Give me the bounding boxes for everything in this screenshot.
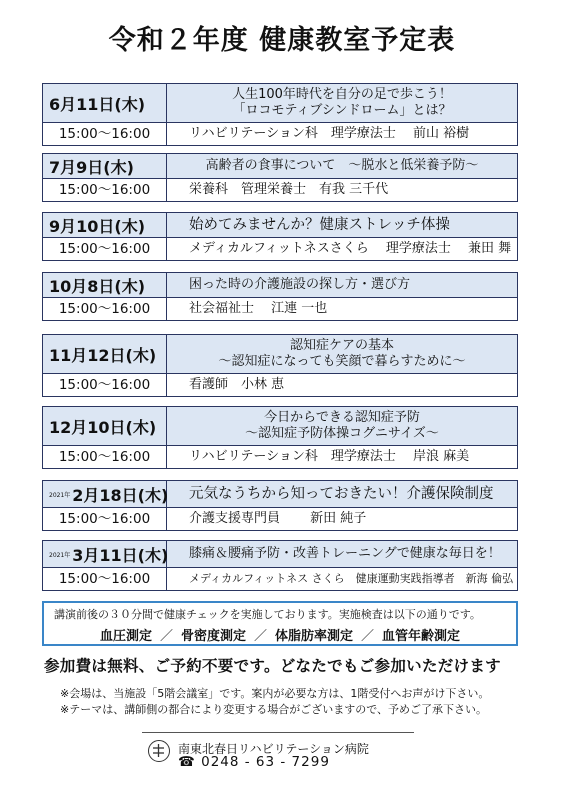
health-check-item: 骨密度測定 (180, 629, 246, 644)
session-topic (167, 335, 517, 373)
page-title: 令和２年度 健康教室予定表 (108, 25, 456, 56)
session-header-row (43, 213, 517, 238)
phone-number: ☎ 0248 - 63 - 7299 (178, 754, 330, 770)
session-speaker: 介護支援専門員 新田 純子 (189, 511, 367, 526)
venue-note: ※会場は、当施設「5階会議室」です。案内が必要な方は、1階受付へお声がけ下さい。 (60, 687, 490, 700)
session-time: 15:00～16:00 (43, 238, 167, 260)
session-topic-line: 今日からできる認知症予防 (264, 410, 420, 425)
session-card (42, 153, 518, 202)
session-header-row (43, 407, 517, 446)
hospital-logo-icon (148, 740, 170, 762)
session-topic-line: 認知症ケアの基本 (289, 338, 394, 353)
session-date (43, 335, 167, 373)
session-time: 15:00～16:00 (43, 298, 167, 320)
separator: ／ (159, 629, 173, 644)
session-detail-row (43, 123, 517, 145)
session-speaker: 社会福祉士 江連 一也 (189, 301, 328, 316)
session-topic-line: 人生100年時代を自分の足で歩こう！ (232, 87, 452, 102)
session-card (42, 334, 518, 397)
session-year-prefix: 2021年 (49, 491, 71, 499)
theme-change-note: ※テーマは、講師側の都合により変更する場合がございますので、予めご了承下さい。 (60, 703, 487, 716)
session-date-text: 9月10日(木) (49, 216, 146, 236)
session-date (43, 273, 167, 297)
session-time: 15:00～16:00 (43, 446, 167, 468)
session-topic (167, 213, 517, 237)
session-speaker: リハビリテーション科 理学療法士 岸浪 麻美 (189, 449, 470, 464)
session-header-row (43, 541, 517, 568)
session-topic-line: 高齢者の食事について ～脱水と低栄養予防～ (205, 158, 479, 173)
session-detail-row (43, 179, 517, 201)
session-topic (167, 481, 517, 507)
session-topic (167, 541, 517, 567)
session-topic-line: 「ロコモティブシンドローム」とは？ (232, 103, 452, 118)
session-speaker: リハビリテーション科 理学療法士 前山 裕樹 (189, 126, 470, 141)
session-topic (167, 407, 517, 445)
session-date-text: 6月11日(木) (49, 94, 146, 114)
session-topic (167, 273, 517, 297)
session-time: 15:00～16:00 (43, 374, 167, 396)
session-detail-row (43, 374, 517, 396)
session-speaker: メディカルフィットネス さくら 健康運動実践指導者 新海 倫弘 (189, 572, 514, 585)
health-check-item: 体脂肪率測定 (275, 629, 354, 644)
session-date-text: 3月11日(木) (72, 545, 169, 565)
hospital-name: 南東北春日リハビリテーション病院 (178, 742, 369, 756)
health-check-item: 血圧測定 (99, 629, 152, 644)
session-header-row (43, 481, 517, 508)
session-topic-line: 困った時の介護施設の探し方・選び方 (189, 277, 411, 292)
health-check-intro: 講演前後の３０分間で健康チェックを実施しております。実施検査は以下の通りです。 (54, 608, 481, 621)
session-header-row (43, 154, 517, 179)
separator: ／ (361, 629, 375, 644)
session-header-row (43, 84, 517, 123)
session-date-text: 12月10日(木) (49, 417, 157, 437)
session-speaker: 栄養科 管理栄養士 有我 三千代 (189, 182, 389, 197)
fee-notice: 参加費は無料、ご予約不要です。どなたでもご参加いただけます (44, 657, 501, 675)
session-date-text: 7月9日(木) (49, 157, 134, 177)
session-topic-line: 始めてみませんか？健康ストレッチ体操 (189, 217, 450, 233)
session-topic-line: 元気なうちから知っておきたい！介護保険制度 (189, 486, 494, 502)
session-topic-line: ～認知症になっても笑顔で暮らすために～ (218, 354, 466, 369)
session-date-text: 11月12日(木) (49, 345, 157, 365)
session-date (43, 541, 167, 567)
session-year-prefix: 2021年 (49, 551, 71, 559)
session-header-row (43, 335, 517, 374)
health-check-items (44, 622, 516, 644)
session-card (42, 83, 518, 146)
session-topic-line: ～認知症予防体操コグニサイズ～ (245, 426, 439, 441)
session-time: 15:00～16:00 (43, 508, 167, 530)
session-date (43, 481, 167, 507)
session-detail-row (43, 238, 517, 260)
footer-divider (142, 732, 414, 733)
session-speaker: メディカルフィットネスさくら 理学療法士 兼田 舞 (189, 241, 512, 256)
session-time: 15:00～16:00 (43, 568, 167, 590)
session-topic (167, 84, 517, 122)
session-speaker: 看護師 小林 恵 (189, 377, 285, 392)
session-card (42, 406, 518, 469)
session-date-text: 2月18日(木) (72, 485, 169, 505)
health-check-box (42, 601, 518, 646)
session-card (42, 272, 518, 321)
session-detail-row (43, 508, 517, 530)
session-card (42, 540, 518, 591)
session-topic-line: 膝痛＆腰痛予防・改善トレーニングで健康な毎日を！ (189, 546, 501, 561)
session-date (43, 84, 167, 122)
session-detail-row (43, 298, 517, 320)
session-time: 15:00～16:00 (43, 179, 167, 201)
session-detail-row (43, 446, 517, 468)
health-check-item: 血管年齢測定 (382, 629, 461, 644)
session-header-row (43, 273, 517, 298)
session-card (42, 480, 518, 531)
session-date (43, 154, 167, 178)
session-detail-row (43, 568, 517, 590)
session-topic (167, 154, 517, 178)
session-date (43, 213, 167, 237)
session-time: 15:00～16:00 (43, 123, 167, 145)
separator: ／ (253, 629, 267, 644)
session-card (42, 212, 518, 261)
session-date (43, 407, 167, 445)
session-date-text: 10月8日(木) (49, 276, 146, 296)
